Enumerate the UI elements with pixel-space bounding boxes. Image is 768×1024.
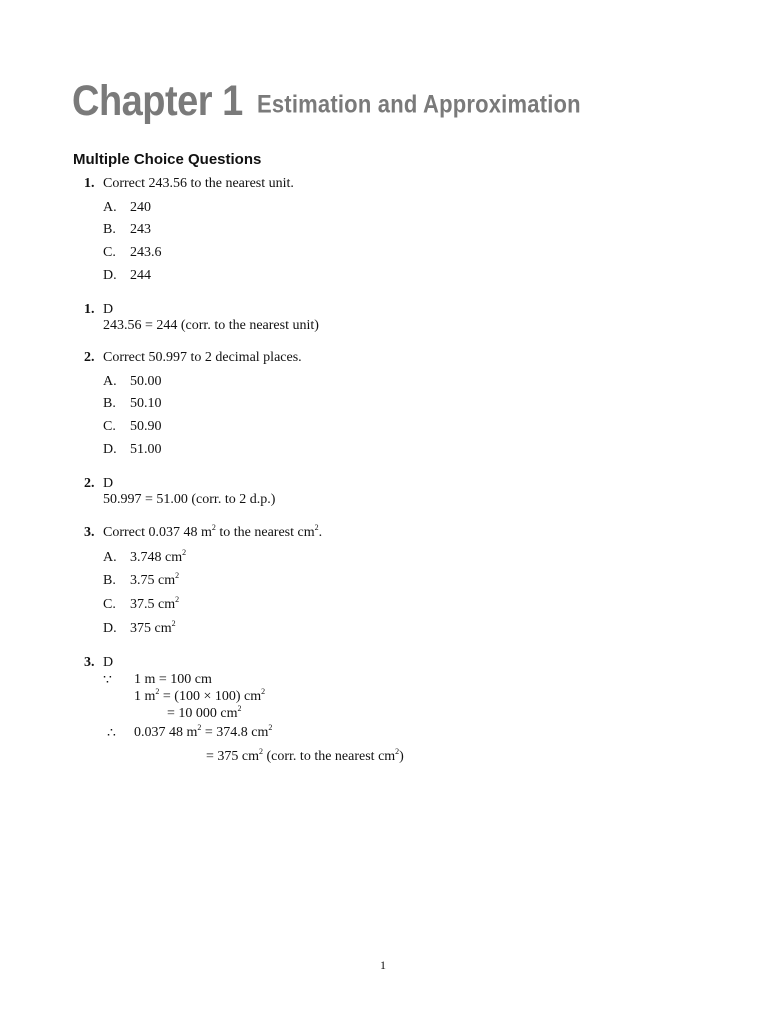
chapter-label: Chapter 1 (72, 78, 243, 126)
option-label: B. (103, 222, 116, 237)
answer-1-number: 1. (84, 302, 95, 317)
option-label: D. (103, 621, 117, 636)
option-label: B. (103, 396, 116, 411)
option-value: 243 (130, 222, 151, 237)
option-value: 50.10 (130, 396, 162, 411)
answer-2-solution: 50.997 = 51.00 (corr. to 2 d.p.) (103, 492, 276, 507)
working-line-2: 1 $m^2 = (100 \times 100)$ $cm^2$ (134, 687, 266, 704)
answer-3-number: 3. (84, 655, 95, 670)
answer-2-number: 2. (84, 476, 95, 491)
option-value: 50.90 (130, 419, 162, 434)
option-label: C. (103, 245, 116, 260)
option-value: 240 (130, 200, 151, 215)
option-value: 244 (130, 268, 151, 283)
option-value: 51.00 (130, 442, 162, 457)
question-3-number: 3. (84, 525, 95, 540)
section-title: Multiple Choice Questions (73, 151, 262, 168)
working-line-4: 0.037 48 $m^2 = 374.8$ $cm^2$ (134, 723, 273, 740)
option-label: D. (103, 268, 117, 283)
option-value: 243.6 (130, 245, 162, 260)
option-value: 50.00 (130, 374, 162, 389)
question-2-text: Correct 50.997 to 2 decimal places. (103, 350, 302, 365)
question-3-text: Correct 0.037 48 $m^2$ to the nearest $cm^2$. (103, 523, 323, 540)
option-value: 3.748 $cm^2$ (130, 548, 187, 565)
therefore-symbol: ∴ (107, 726, 116, 741)
question-2-number: 2. (84, 350, 95, 365)
answer-3-choice: D (103, 655, 114, 670)
answer-2-choice: D (103, 476, 114, 491)
option-value: 375 $cm^2$ (130, 619, 176, 636)
question-1-number: 1. (84, 176, 95, 191)
working-line-1: 1 m = 100 cm (134, 672, 212, 687)
working-line-3: = 10 000 $cm^2$ (167, 704, 242, 721)
option-label: A. (103, 550, 117, 565)
option-value: 3.75 $cm^2$ (130, 571, 180, 588)
option-label: A. (103, 200, 117, 215)
option-label: B. (103, 573, 116, 588)
page-number: 1 (380, 958, 386, 972)
option-label: D. (103, 442, 117, 457)
option-label: A. (103, 374, 117, 389)
option-label: C. (103, 597, 116, 612)
option-label: C. (103, 419, 116, 434)
working-line-5: = 375 $cm^2$ (corr. to the nearest $cm^2$) (206, 747, 404, 764)
because-symbol: ∵ (103, 673, 112, 688)
answer-1-solution: 243.56 = 244 (corr. to the nearest unit) (103, 318, 319, 333)
question-1-text: Correct 243.56 to the nearest unit. (103, 176, 294, 191)
option-value: 37.5 $cm^2$ (130, 595, 180, 612)
answer-1-choice: D (103, 302, 114, 317)
chapter-title: Estimation and Approximation (257, 90, 581, 118)
